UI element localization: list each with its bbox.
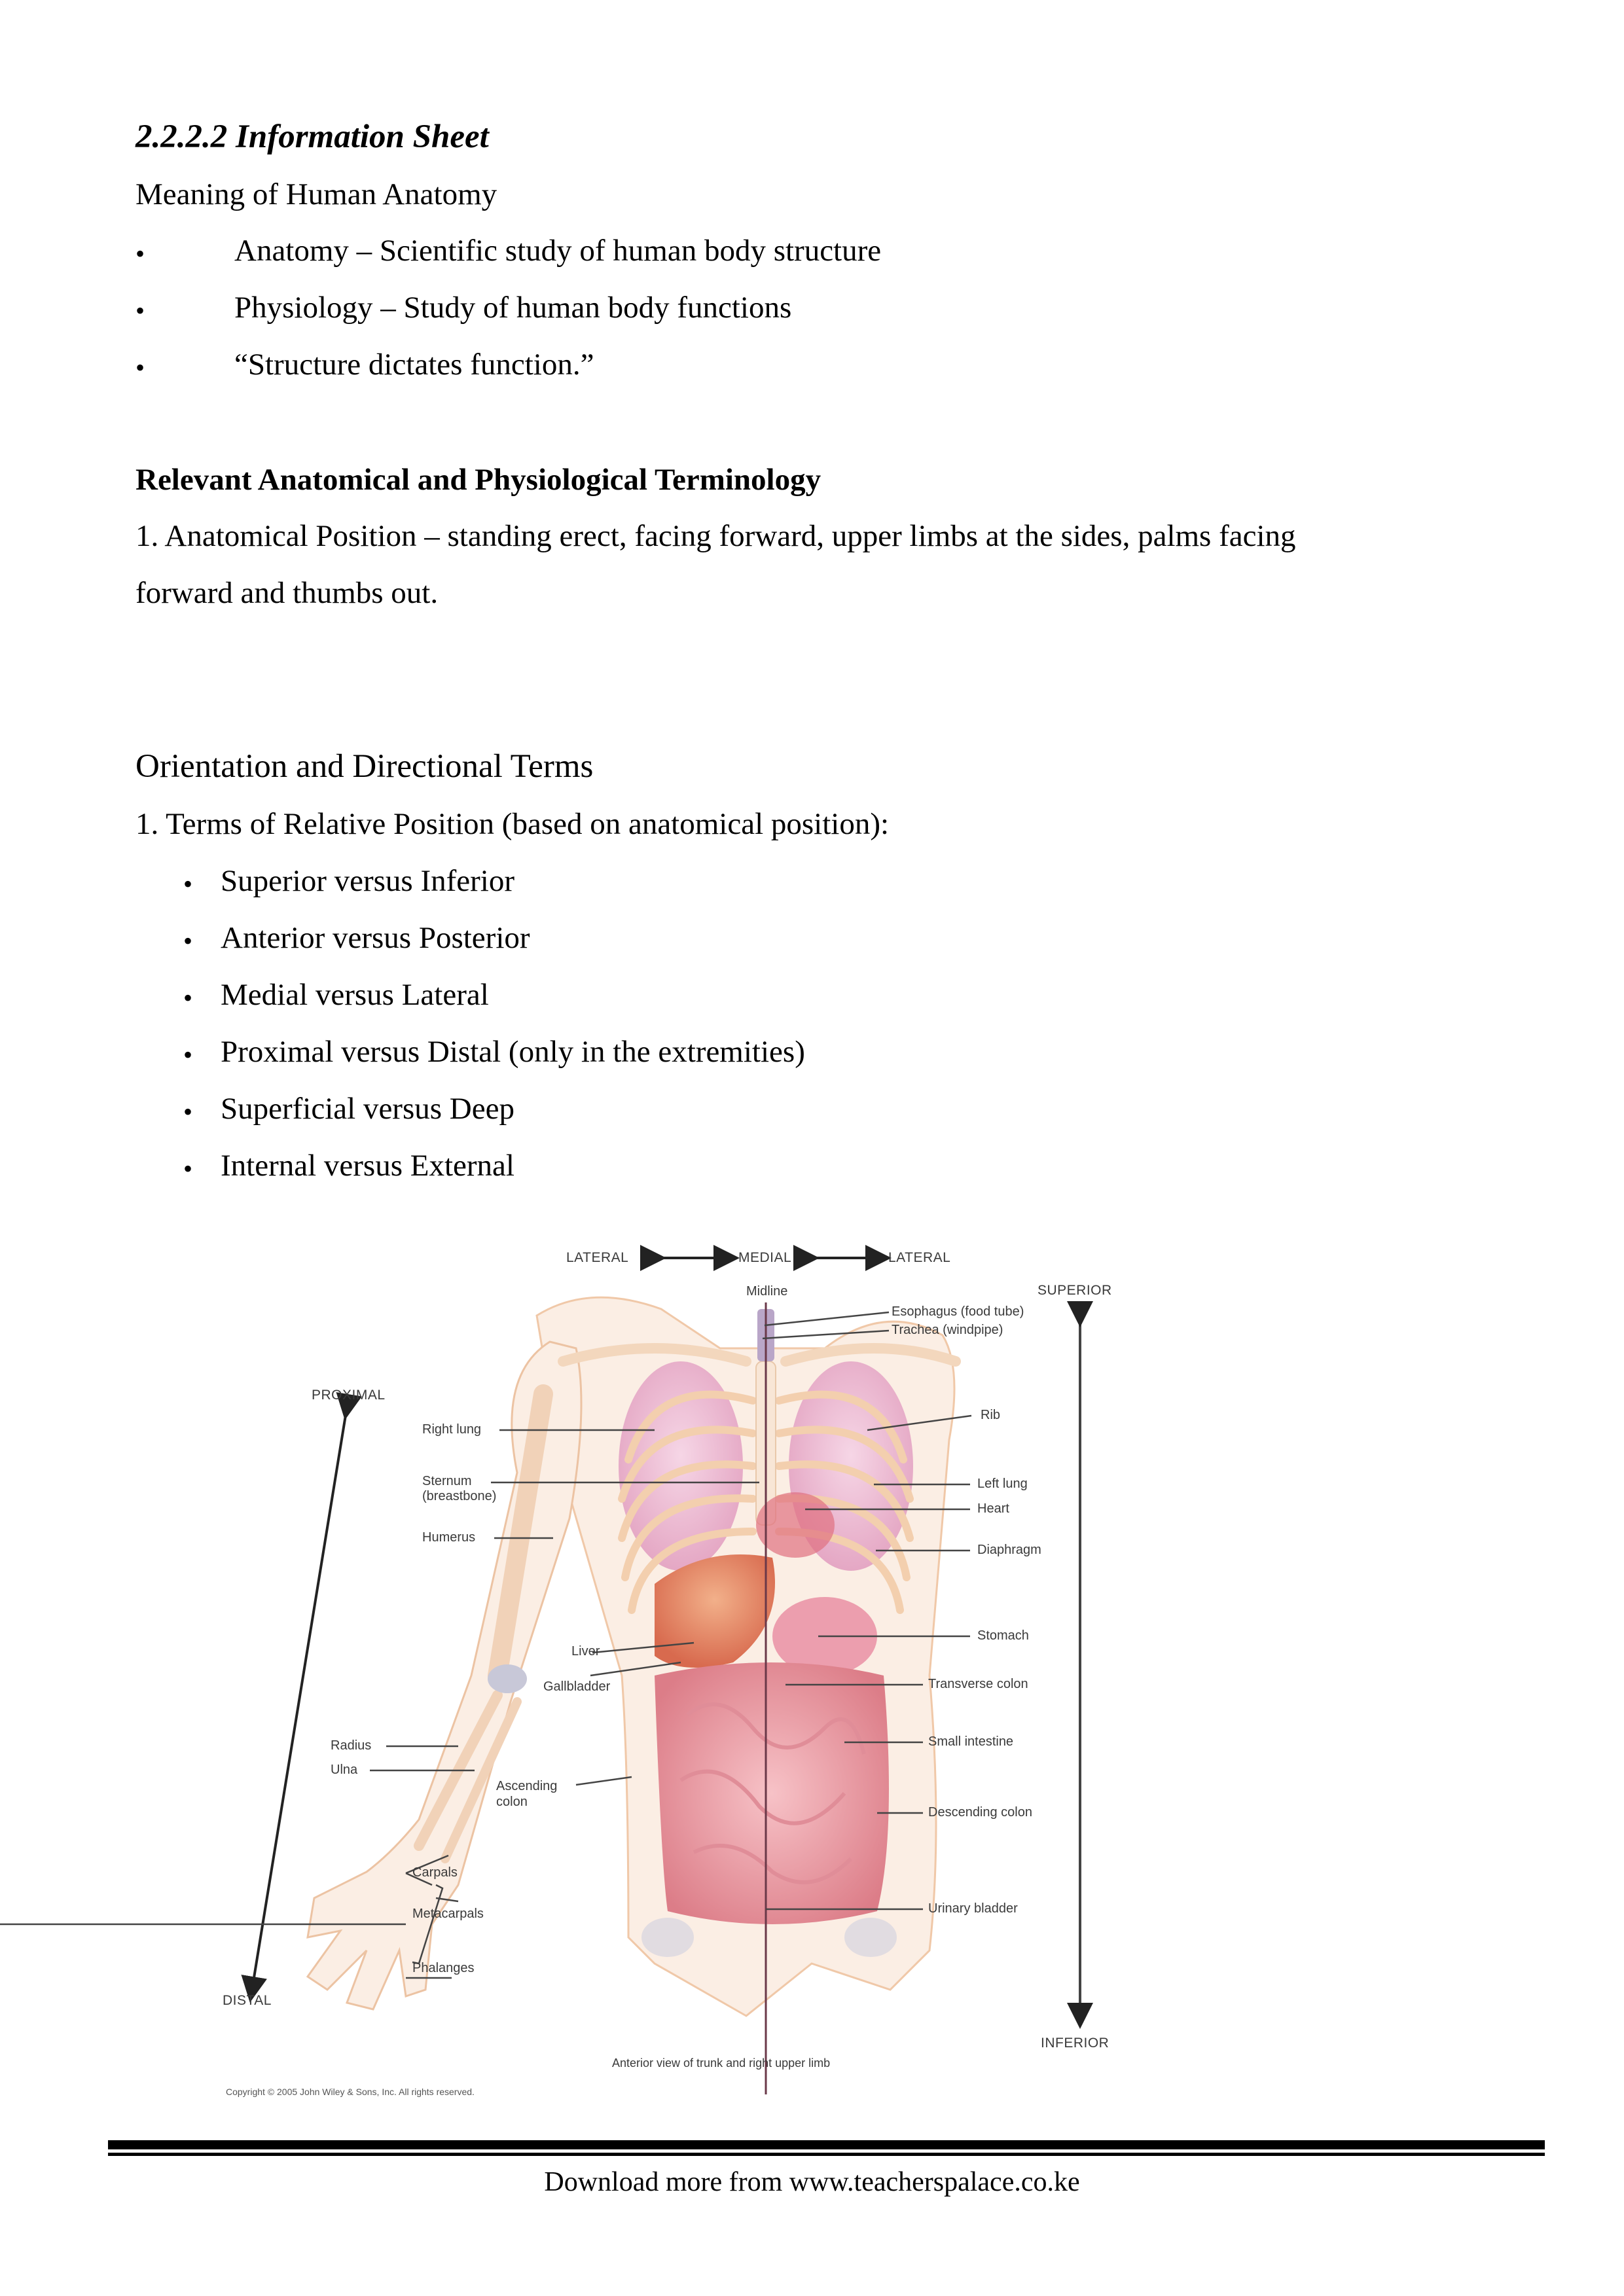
label-phalanges: Phalanges [412, 1961, 475, 1975]
label-midline: Midline [746, 1284, 788, 1299]
footer-rule [108, 2140, 1545, 2149]
bullet-marker: • [183, 869, 193, 899]
label-gallbladder: Gallbladder [543, 1679, 611, 1694]
footer-rule-thin [108, 2153, 1545, 2156]
list-item: “Structure dictates function.” [234, 348, 594, 382]
label-superior: SUPERIOR [1038, 1283, 1112, 1298]
paragraph-line: 1. Anatomical Position – standing erect, facing forward, upper limbs at the sides, palms facing [135, 519, 1296, 553]
label-liver: Liver [571, 1644, 600, 1659]
label-proximal: PROXIMAL [312, 1388, 386, 1403]
label-carpals: Carpals [412, 1865, 458, 1880]
list-item: Anterior versus Posterior [221, 921, 530, 955]
label-distal: DISTAL [223, 1993, 272, 2008]
section-heading: 2.2.2.2 Information Sheet [135, 118, 489, 155]
orientation-heading: Orientation and Directional Terms [135, 748, 594, 785]
figure-caption: Anterior view of trunk and right upper limb [612, 2056, 831, 2070]
bullet-marker: • [135, 239, 145, 268]
label-medial: MEDIAL [738, 1250, 792, 1265]
label-ascending-colon: Ascending [496, 1779, 558, 1793]
bullet-marker: • [183, 1097, 193, 1126]
subheading: Meaning of Human Anatomy [135, 177, 497, 211]
footer-link[interactable]: Download more from www.teacherspalace.co.ke [544, 2167, 1080, 2197]
label-ascending-colon-sub: colon [496, 1795, 528, 1809]
list-item: Anatomy – Scientific study of human body structure [234, 234, 882, 268]
label-sternum: Sternum [422, 1474, 472, 1488]
label-stomach: Stomach [977, 1628, 1029, 1643]
label-small-intestine: Small intestine [928, 1734, 1014, 1749]
label-sternum-sub: (breastbone) [422, 1489, 497, 1503]
label-lateral-right: LATERAL [888, 1250, 951, 1265]
label-left-lung: Left lung [977, 1477, 1028, 1491]
label-transverse-colon: Transverse colon [928, 1677, 1028, 1691]
bullet-marker: • [135, 353, 145, 382]
label-metacarpals: Metacarpals [412, 1907, 484, 1921]
list-item: Superior versus Inferior [221, 864, 514, 898]
label-humerus: Humerus [422, 1530, 476, 1545]
list-item: Internal versus External [221, 1149, 514, 1183]
list-item: Superficial versus Deep [221, 1092, 514, 1126]
bullet-marker: • [183, 1040, 193, 1069]
bullet-marker: • [183, 926, 193, 956]
bullet-marker: • [183, 1154, 193, 1183]
label-trachea: Trachea (windpipe) [892, 1323, 1003, 1337]
label-heart: Heart [977, 1501, 1009, 1516]
paragraph-line: forward and thumbs out. [135, 576, 439, 610]
list-item: Physiology – Study of human body functions [234, 291, 792, 325]
label-right-lung: Right lung [422, 1422, 482, 1437]
label-diaphragm: Diaphragm [977, 1543, 1041, 1557]
label-urinary-bladder: Urinary bladder [928, 1901, 1018, 1916]
label-descending-colon: Descending colon [928, 1805, 1032, 1820]
label-ulna: Ulna [331, 1763, 358, 1777]
bullet-marker: • [135, 296, 145, 325]
label-rib: Rib [981, 1408, 1001, 1422]
figure-copyright: Copyright © 2005 John Wiley & Sons, Inc. All rights reserved. [226, 2087, 475, 2097]
label-radius: Radius [331, 1738, 372, 1753]
label-lateral-left: LATERAL [566, 1250, 629, 1265]
terminology-heading: Relevant Anatomical and Physiological Terminology [135, 463, 821, 497]
label-inferior: INFERIOR [1041, 2036, 1110, 2051]
numbered-item: 1. Terms of Relative Position (based on anatomical position): [135, 807, 890, 841]
list-item: Medial versus Lateral [221, 978, 489, 1012]
label-esophagus: Esophagus (food tube) [892, 1304, 1024, 1319]
bullet-marker: • [183, 983, 193, 1013]
list-item: Proximal versus Distal (only in the extremities) [221, 1035, 805, 1069]
